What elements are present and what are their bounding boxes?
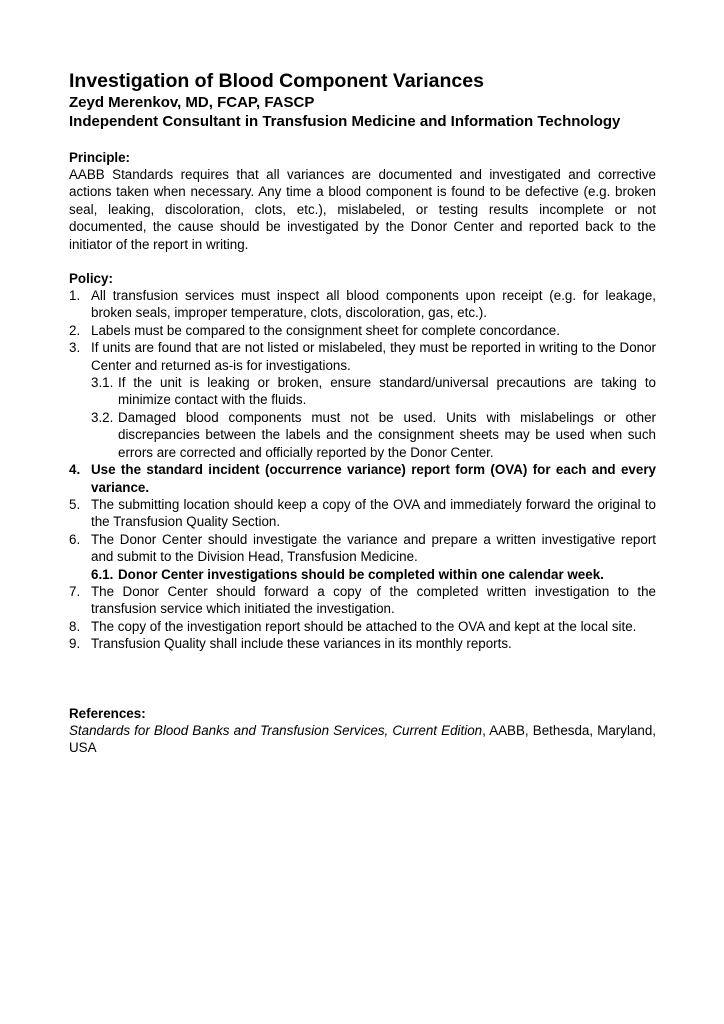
policy-item-5 — [69, 496, 656, 531]
item-text: The copy of the investigation report should be attached to the OVA and kept at the local site. — [91, 618, 637, 634]
item-number: 8. — [69, 618, 81, 634]
policy-item-3 — [69, 339, 656, 374]
policy-list — [69, 287, 656, 653]
item-text: Donor Center investigations should be completed within one calendar week. — [118, 566, 604, 582]
item-number: 9. — [69, 636, 81, 652]
reference-entry — [69, 722, 656, 757]
item-text: The Donor Center should forward a copy of the completed written investigation to the transfusion service which initiated the investigation. — [91, 583, 656, 617]
policy-item-6 — [69, 531, 656, 566]
item-number: 3. — [69, 340, 81, 356]
item-number: 6.1. — [91, 566, 114, 582]
policy-item-6-1 — [69, 566, 656, 583]
item-text: Labels must be compared to the consignment sheet for complete concordance. — [91, 322, 560, 338]
item-text: Use the standard incident (occurrence variance) report form (OVA) for each and every variance. — [91, 462, 656, 495]
item-number: 6. — [69, 531, 81, 547]
policy-item-3-1 — [69, 374, 656, 409]
references-heading: References: — [69, 705, 146, 721]
item-text: If the unit is leaking or broken, ensure standard/universal precautions are taking to minimize contact with the fluids. — [118, 375, 656, 408]
item-number: 3.1. — [91, 375, 114, 391]
item-number: 1. — [69, 288, 81, 304]
document-page — [69, 70, 656, 756]
policy-item-3-2 — [69, 409, 656, 461]
item-text: All transfusion services must inspect all blood components upon receipt (e.g. for leakage, broken seals, improper temperature, clots, discoloration, gas, etc.). — [91, 288, 656, 321]
policy-item-9 — [69, 635, 656, 652]
principle-heading: Principle: — [69, 150, 131, 165]
item-number: 5. — [69, 496, 81, 512]
item-text: The Donor Center should investigate the variance and prepare a written investigative report and submit to the Division Head, Transfusion Medicine. — [91, 531, 656, 565]
item-number: 7. — [69, 583, 81, 599]
policy-item-1 — [69, 287, 656, 322]
item-text: Damaged blood components must not be used. Units with mislabelings or other discrepancies between the labels and the consignment sheets may be used when such errors are corrected and officially reported by the Donor Center. — [118, 409, 656, 460]
principle-text: AABB Standards requires that all variances are documented and investigated and corrective actions taken when necessary. Any time a blood component is found to be defective (e.g. broken seal, leaking, discoloration, clots, etc.), mislabeled, or testing results incomplete or not documented, the cause should be investigated by the Donor Center and reported back to the initiator of the report in writing. — [69, 167, 656, 252]
item-text: If units are found that are not listed or mislabeled, they must be reported in writing to the Donor Center and returned as-is for investigations. — [91, 340, 656, 373]
policy-item-4 — [69, 461, 656, 496]
affiliation-line: Independent Consultant in Transfusion Medicine and Information Technology — [69, 113, 621, 130]
policy-item-8 — [69, 618, 656, 635]
author-line: Zeyd Merenkov, MD, FCAP, FASCP — [69, 94, 315, 111]
item-text: The submitting location should keep a copy of the OVA and immediately forward the original to the Transfusion Quality Section. — [91, 496, 656, 530]
item-number: 2. — [69, 322, 81, 338]
item-number: 3.2. — [91, 409, 114, 425]
document-title: Investigation of Blood Component Variances — [69, 70, 484, 92]
item-number: 4. — [69, 462, 81, 478]
item-text: Transfusion Quality shall include these variances in its monthly reports. — [91, 636, 512, 652]
policy-item-7 — [69, 583, 656, 618]
policy-item-2 — [69, 322, 656, 339]
reference-title: Standards for Blood Banks and Transfusion Services, Current Edition — [69, 722, 483, 738]
policy-heading: Policy: — [69, 271, 113, 287]
reference-publisher: , AABB, Bethesda, Maryland, USA — [69, 722, 656, 755]
